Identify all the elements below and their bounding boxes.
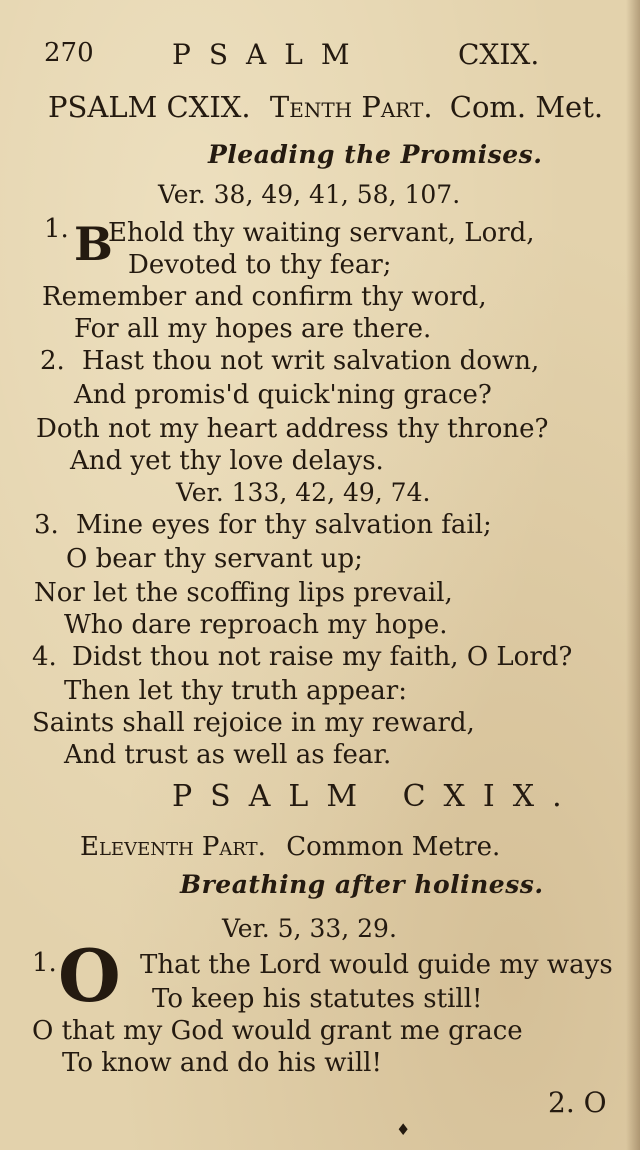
verse-line: That the Lord would guide my ways <box>140 950 613 980</box>
heading-part: Tenth Part. <box>269 90 433 124</box>
verse-line: Saints shall rejoice in my reward, <box>32 708 475 738</box>
section-subtitle: Breathing after holiness. <box>180 870 544 899</box>
stanza-number: 2. <box>40 346 65 376</box>
stanza-number: 1. <box>32 948 57 978</box>
verse-line: And promis'd quick'ning grace? <box>74 380 492 410</box>
verse-line: Ehold thy waiting servant, Lord, <box>108 218 535 248</box>
verse-line: Devoted to thy fear; <box>128 250 392 280</box>
verse-line: Mine eyes for thy salvation fail; <box>76 510 492 540</box>
verse-line: Who dare reproach my hope. <box>64 610 448 640</box>
section-heading <box>48 92 603 122</box>
verse-reference: Ver. 133, 42, 49, 74. <box>176 478 431 507</box>
verse-line: Didst thou not raise my faith, O Lord? <box>72 642 573 672</box>
verse-line: Doth not my heart address thy throne? <box>36 414 549 444</box>
section-heading: PSALM CXIX. <box>172 779 580 814</box>
verse-reference: Ver. 38, 49, 41, 58, 107. <box>158 180 461 209</box>
verse-line: O that my God would grant me grace <box>32 1016 523 1046</box>
stanza-number: 1. <box>44 214 69 244</box>
heading-part: Eleventh Part. <box>80 832 266 862</box>
verse-line: Nor let the scoffing lips prevail, <box>34 578 453 608</box>
verse-line: Remember and confirm thy word, <box>42 282 487 312</box>
page-number: 270 <box>44 38 94 68</box>
verse-reference: Ver. 5, 33, 29. <box>222 914 397 943</box>
running-numeral: CXIX. <box>458 38 540 71</box>
verse-line: To keep his statutes still! <box>152 984 483 1014</box>
running-title: PSALM <box>172 38 368 71</box>
catchword: 2. O <box>548 1086 607 1119</box>
section-subtitle: Pleading the Promises. <box>208 140 543 169</box>
heading-main: PSALM CXIX. <box>48 90 251 124</box>
stanza-number: 3. <box>34 510 59 540</box>
verse-line: O bear thy servant up; <box>66 544 363 574</box>
stanza-number: 4. <box>32 642 57 672</box>
verse-line: To know and do his will! <box>62 1048 382 1078</box>
section-subheading <box>80 832 500 862</box>
verse-line: Hast thou not writ salvation down, <box>82 346 540 376</box>
verse-line: For all my hopes are there. <box>74 314 432 344</box>
printer-ornament: ♦ <box>396 1120 411 1139</box>
heading-metre: Com. Met. <box>449 90 604 124</box>
drop-capital: O <box>58 933 121 1018</box>
drop-capital: B <box>74 217 113 271</box>
verse-line: And trust as well as fear. <box>64 740 392 770</box>
heading-metre: Common Metre. <box>286 832 501 862</box>
verse-line: And yet thy love delays. <box>70 446 384 476</box>
verse-line: Then let thy truth appear: <box>64 676 407 706</box>
page-edge-shadow <box>626 0 640 1150</box>
